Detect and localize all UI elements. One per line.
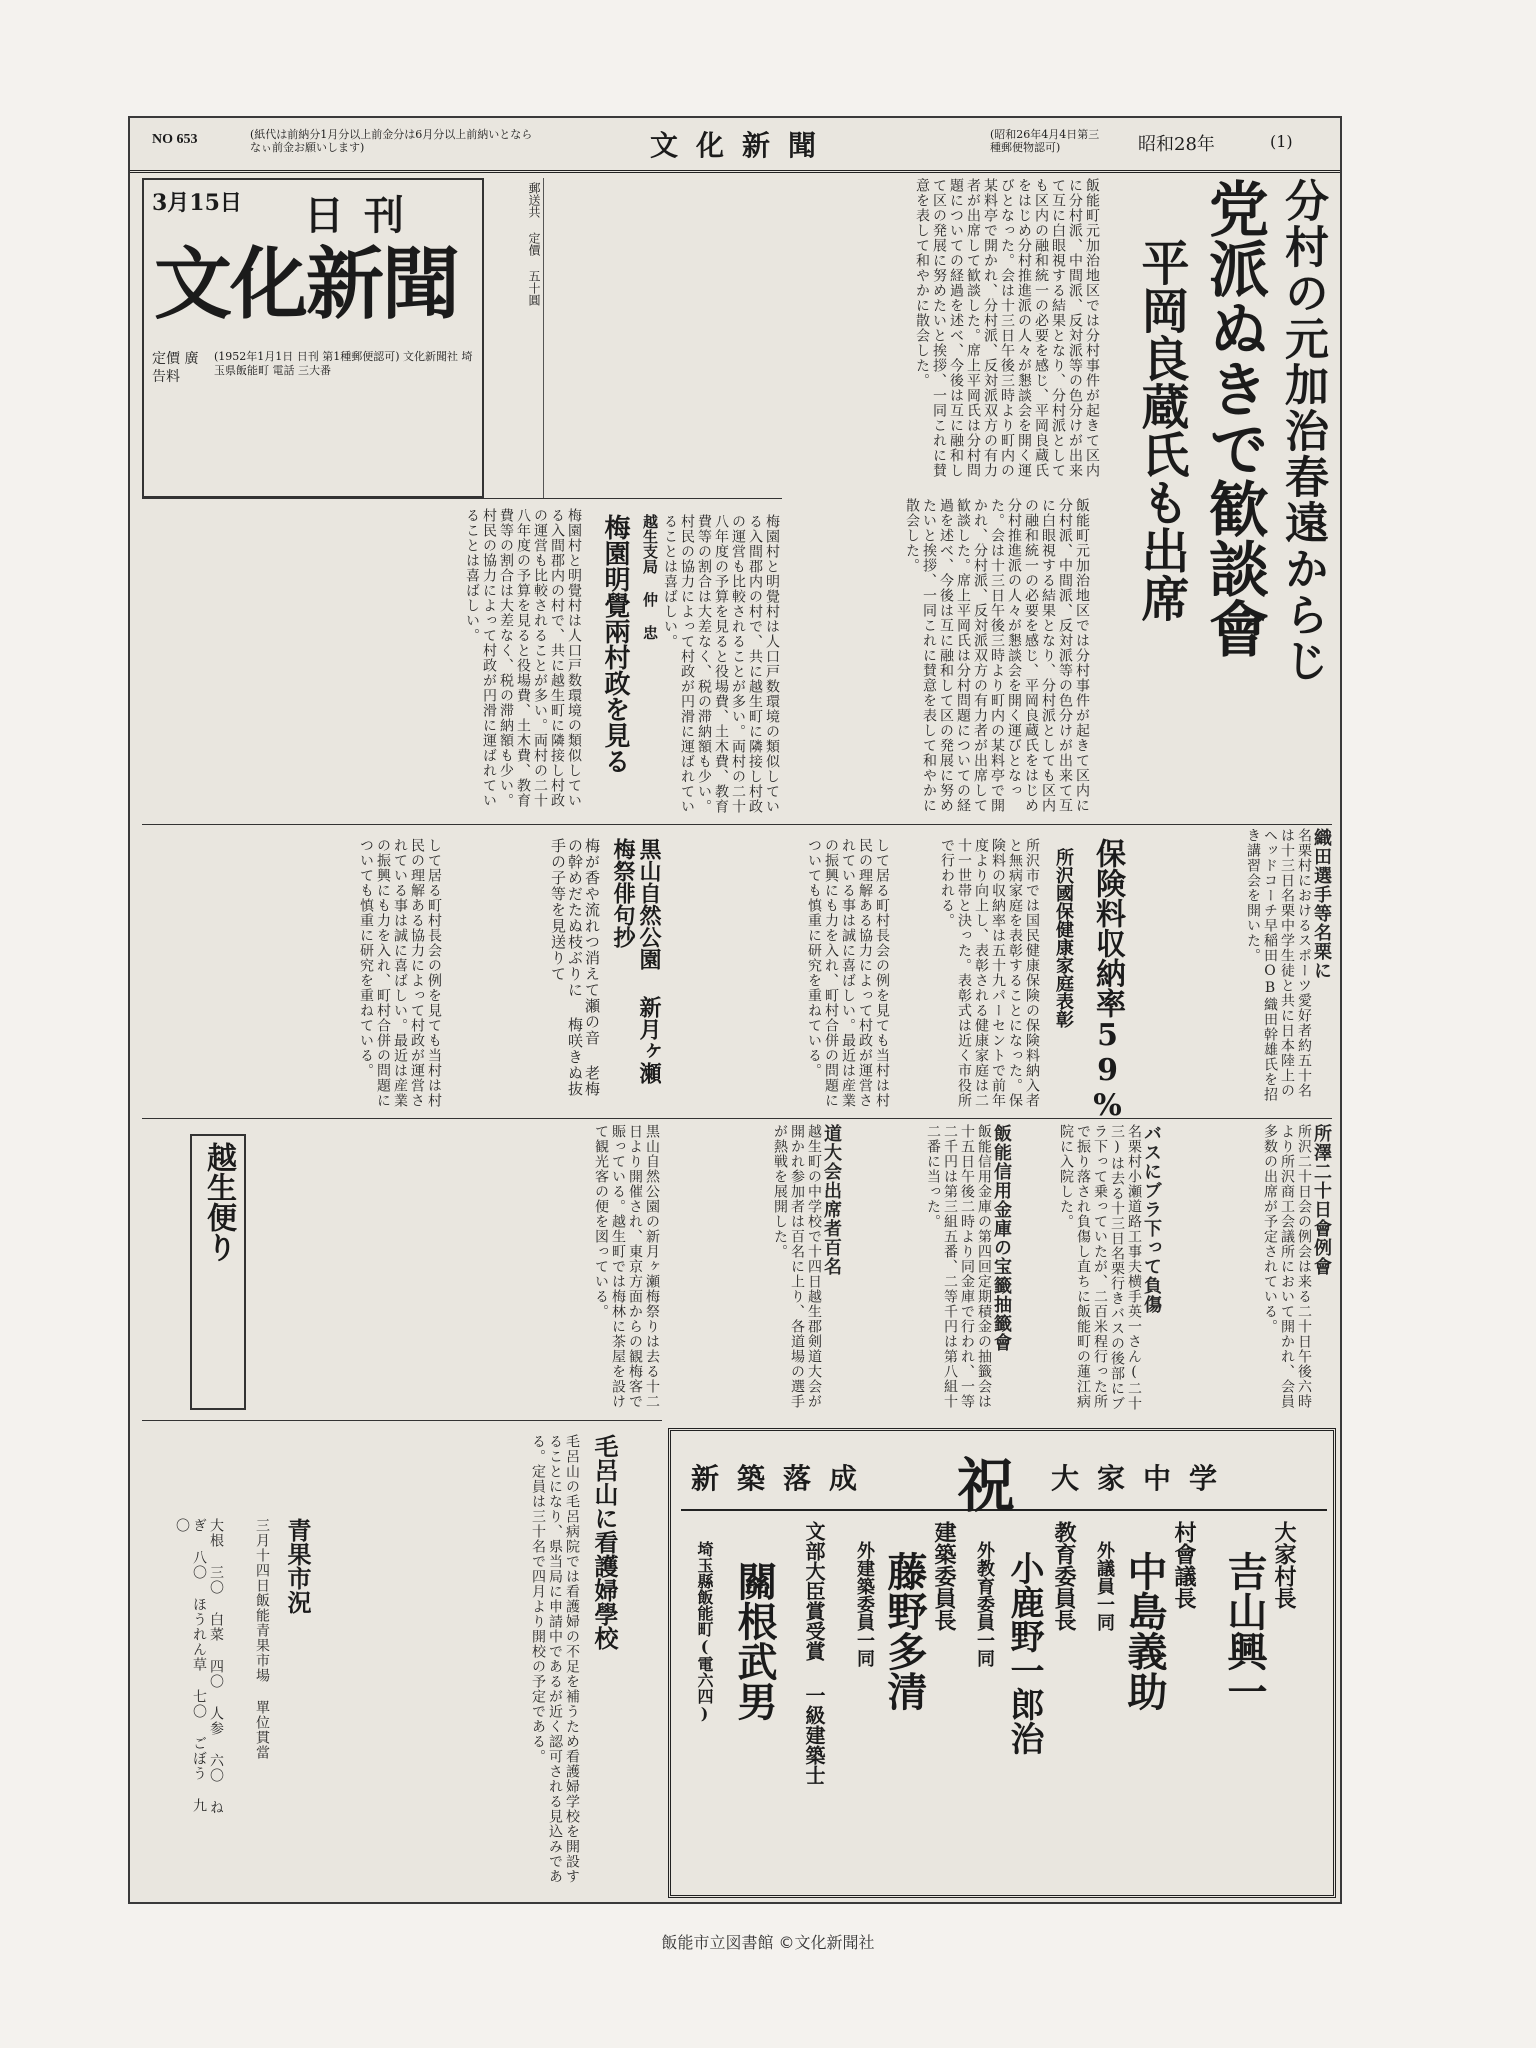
nurse-story-body: 毛呂山の毛呂病院では看護婦の不足を補うため看護婦学校を開設することになり、県当局に申請中であるが近く認可される見込みである。定員は三十名で四月より開校の予定である。 (530, 1434, 580, 1884)
ad-header (681, 1439, 1327, 1520)
page-header (130, 118, 1340, 173)
tokorozawa-title: 所澤二十日會例會 (1311, 1124, 1332, 1276)
ad-col1-name: 吉山興一 (1221, 1551, 1268, 1711)
bank-story (850, 1124, 1010, 1414)
divider (142, 1420, 662, 1421)
ad-head-left: 大家中学 (1051, 1462, 1236, 1495)
insurance-subhead: 所沢國保健康家庭表彰 (1053, 848, 1074, 1028)
golf-story-title: 道大会出席者百名 (821, 1124, 842, 1276)
payment-note: (紙代は前納分1月分以上前金分は6月分以上前納いとならなぃ前金お願いします) (250, 128, 533, 154)
insurance-body: 所沢市では国民健康保険の保険料納入者と無病家庭を表彰することになった。保険料の収納率は五十九パーセントで前年度より向上し、表彰される健康家庭は二十一世帯と決った。表彰式は近く市役所で行われる。 (939, 838, 1040, 1108)
ad-col1-title: 大家村長 (1271, 1521, 1297, 1609)
bank-story-title: 飯能信用金庫の宝籤抽籤會 (991, 1124, 1012, 1352)
athlete-story-title: 織田選手等名栗に (1311, 828, 1332, 980)
masthead-kind: 日刊 (304, 192, 424, 239)
divider (142, 498, 782, 499)
golf-story-body: 越生町の中学校で十四日越生郡剣道大会が開かれ参加者は百名に上り、各道場の選手が熱戦を展開した。 (772, 1124, 822, 1409)
nurse-story-title: 毛呂山に看護婦學校 (590, 1434, 619, 1650)
bank-story-body: 飯能信用金庫の第四回定期積金の抽籤会は十五日午後二時より同金庫で行われ、一等二千円は第三組五番、二等千円は第八組十二番に当った。 (925, 1124, 992, 1409)
divider (142, 824, 1332, 825)
side-story-byline: 越生支局 仲 忠 (641, 514, 659, 640)
golf-story (670, 1124, 840, 1414)
ad-head-center: 祝 (957, 1452, 1016, 1520)
masthead-title: 文化新聞 (154, 239, 459, 330)
postal-permit: (昭和26年4月4日第三種郵便物認可) (990, 128, 1100, 154)
issue-number: NO 653 (152, 132, 198, 147)
side-story-lead: 梅園村と明覺村は人口戸数環境の類似している入間郡内の村で、共に越生町に隣接し村政の運営も比較されることが多い。両村の二十八年度の予算を見ると役場費、土木費、教育費等の割合は大差なく、税の滞納額も少い。村民の協力によって村政が円滑に運ばれていることは喜ばしい。 (662, 514, 780, 814)
ogose-news-body: 黒山自然公園の新月ヶ瀬梅祭りは去る十二日より開催され、東京方面からの観梅客で賑っている。越生町では梅林に茶屋を設けて観光客の便を図っている。 (593, 1124, 660, 1409)
headline-kicker: 分村の元加治春遠からじ (1277, 178, 1328, 684)
masthead (142, 178, 484, 498)
page-number: (1) (1270, 132, 1293, 151)
ad-col5-title: 文部大臣賞受賞 一級建築士 (802, 1521, 826, 1785)
ad-col4-name: 藤野多清 (881, 1551, 928, 1711)
postage-note: 郵送共 定價 五十圓 (486, 178, 544, 498)
main-headline (1100, 178, 1330, 818)
library-credit: 飯能市立図書館 ©文化新聞社 (661, 1933, 875, 1952)
market-subtitle: 三月十四日飯能青果市場 單位貫當 (254, 1518, 270, 1760)
tokorozawa-story (1170, 1124, 1330, 1414)
ad-head-right: 新築落成 (691, 1462, 876, 1495)
headline-main: 党派ぬきで歓談會 (1199, 178, 1269, 658)
bus-story-title: バスにブラ下って負傷 (1141, 1124, 1162, 1314)
side-story-body: 梅園村と明覺村は人口戸数環境の類似している入間郡内の村で、共に越生町に隣接し村政の運営も比較されることが多い。両村の二十八年度の予算を見ると役場費、土木費、教育費等の割合は大差なく、税の滞納額も少い。村民の協力によって村政が円滑に運ばれていることは喜ばしい。 (464, 508, 582, 808)
masthead-date: 3月15日 (152, 190, 242, 216)
ad-col2-extra: 外議員一同 (1094, 1541, 1115, 1631)
divider (142, 1118, 1332, 1119)
ad-col2-name: 中島義助 (1121, 1551, 1168, 1711)
market-prices: 大根 三〇 白菜 四〇 人参 六〇 ねぎ 八〇 ほうれん草 七〇 ごぼう 九〇 (174, 1518, 224, 1815)
ad-col5-address: 埼玉縣飯能町(電六四) (695, 1541, 714, 1723)
masthead-price: 定價 廣告料 (152, 351, 199, 385)
tokorozawa-body: 所沢二十日会の例会は来る二十日午後六時より所沢商工会議所において開かれ、会員多数の出席が予定されている。 (1262, 1124, 1312, 1409)
ad-col4-extra: 外建築委員一同 (854, 1541, 875, 1667)
side-story-title: 梅園明覺兩村政を見る (600, 514, 630, 774)
haiku-body: 梅が香や流れつ消えて瀬の音 老梅の幹めだたぬ枝ぶりに 梅咲きぬ抜手の子等を見送りて (549, 838, 601, 1097)
ad-col5-name: 關根武男 (731, 1561, 778, 1721)
market-title: 青果市況 (283, 1518, 312, 1614)
newspaper-page (128, 116, 1342, 1904)
masthead-publisher: (1952年1月1日 日刊 第1種郵便認可) 文化新聞社 埼玉県飯能町 電話 三大番 (214, 350, 473, 377)
ogose-news-title: 越生便り (190, 1134, 246, 1410)
main-story-continued: 飯能町元加治地区では分村事件が起きて区内に分村派、中間派、反対派等の色分けが出来て互に白眼視する結果となり、分村派としても区内の融和統一の必要を感じ、平岡良蔵氏をはじめ分村推進派の人々が懇談会を開く運びとなった。会は十三日午後三時より町内の某料亭で開かれ、分村派、反対派双方の有力者が出席して歓談した。席上平岡氏は分村問題についての経過を述べ、今後は互に融和して区の発展に努めたいと挨拶、一同これに賛意を表して和やかに散会した。 (904, 498, 1090, 813)
bus-story-body: 名栗村小瀬道路工事夫横手英一さん(二十三)は去る十三日名栗行きバスの後部にブラ下って乗っていたが、二百米程行った所で振り落され負傷し直ちに飯能町の蓮江病院に入院した。 (1058, 1124, 1142, 1411)
ad-col2-title: 村會議長 (1171, 1521, 1197, 1609)
ad-col4-title: 建築委員長 (931, 1521, 957, 1631)
athlete-story (1130, 828, 1330, 1108)
ad-col3-title: 教育委員長 (1051, 1521, 1077, 1631)
bus-story (1020, 1124, 1160, 1414)
middle-left-text: して居る町村長会の例を見ても当村は村民の理解ある協力によって村政が運営されている事は誠に喜ばしい。最近は産業の振興にも力を入れ、町村合併の問題についても慎重に研究を重ねている。 (358, 838, 442, 1108)
insurance-headline: 保険料収納率59% (1090, 838, 1125, 1123)
congratulation-ad (668, 1428, 1336, 1898)
ad-col-1 (1271, 1521, 1297, 1609)
athlete-story-body: 名栗村におけるスポーツ愛好者約五十名は十三日名栗中学生徒と共に日本陸上のヘッドコーチ早稲田OB織田幹雄氏を招き講習会を開いた。 (1245, 828, 1312, 1102)
headline-sub: 平岡良蔵氏も出席 (1133, 238, 1189, 622)
ad-col3-extra: 外教育委員一同 (974, 1541, 995, 1667)
paper-name: 文化新聞 (650, 129, 835, 162)
main-story-body: 飯能町元加治地区では分村事件が起きて区内に分村派、中間派、反対派等の色分けが出来て互に白眼視する結果となり、分村派としても区内の融和統一の必要を感じ、平岡良蔵氏をはじめ分村推進派の人々が懇談会を開く運びとなった。会は十三日午後三時より町内の某料亭で開かれ、分村派、反対派双方の有力者が出席して歓談した。席上平岡氏は分村問題についての経過を述べ、今後は互に融和して区の発展に努めたいと挨拶、一同これに賛意を表して和やかに散会した。 (914, 178, 1100, 478)
haiku-title: 黒山自然公園 新月ヶ瀬 梅祭俳句抄 (610, 838, 662, 1084)
ad-col3-name: 小鹿野一郎治 (1004, 1551, 1044, 1755)
issue-year: 昭和28年 (1138, 134, 1215, 155)
middle-story-body: して居る町村長会の例を見ても当村は村民の理解ある協力によって村政が運営されている事は誠に喜ばしい。最近は産業の振興にも力を入れ、町村合併の問題についても慎重に研究を重ねている。 (806, 838, 890, 1108)
